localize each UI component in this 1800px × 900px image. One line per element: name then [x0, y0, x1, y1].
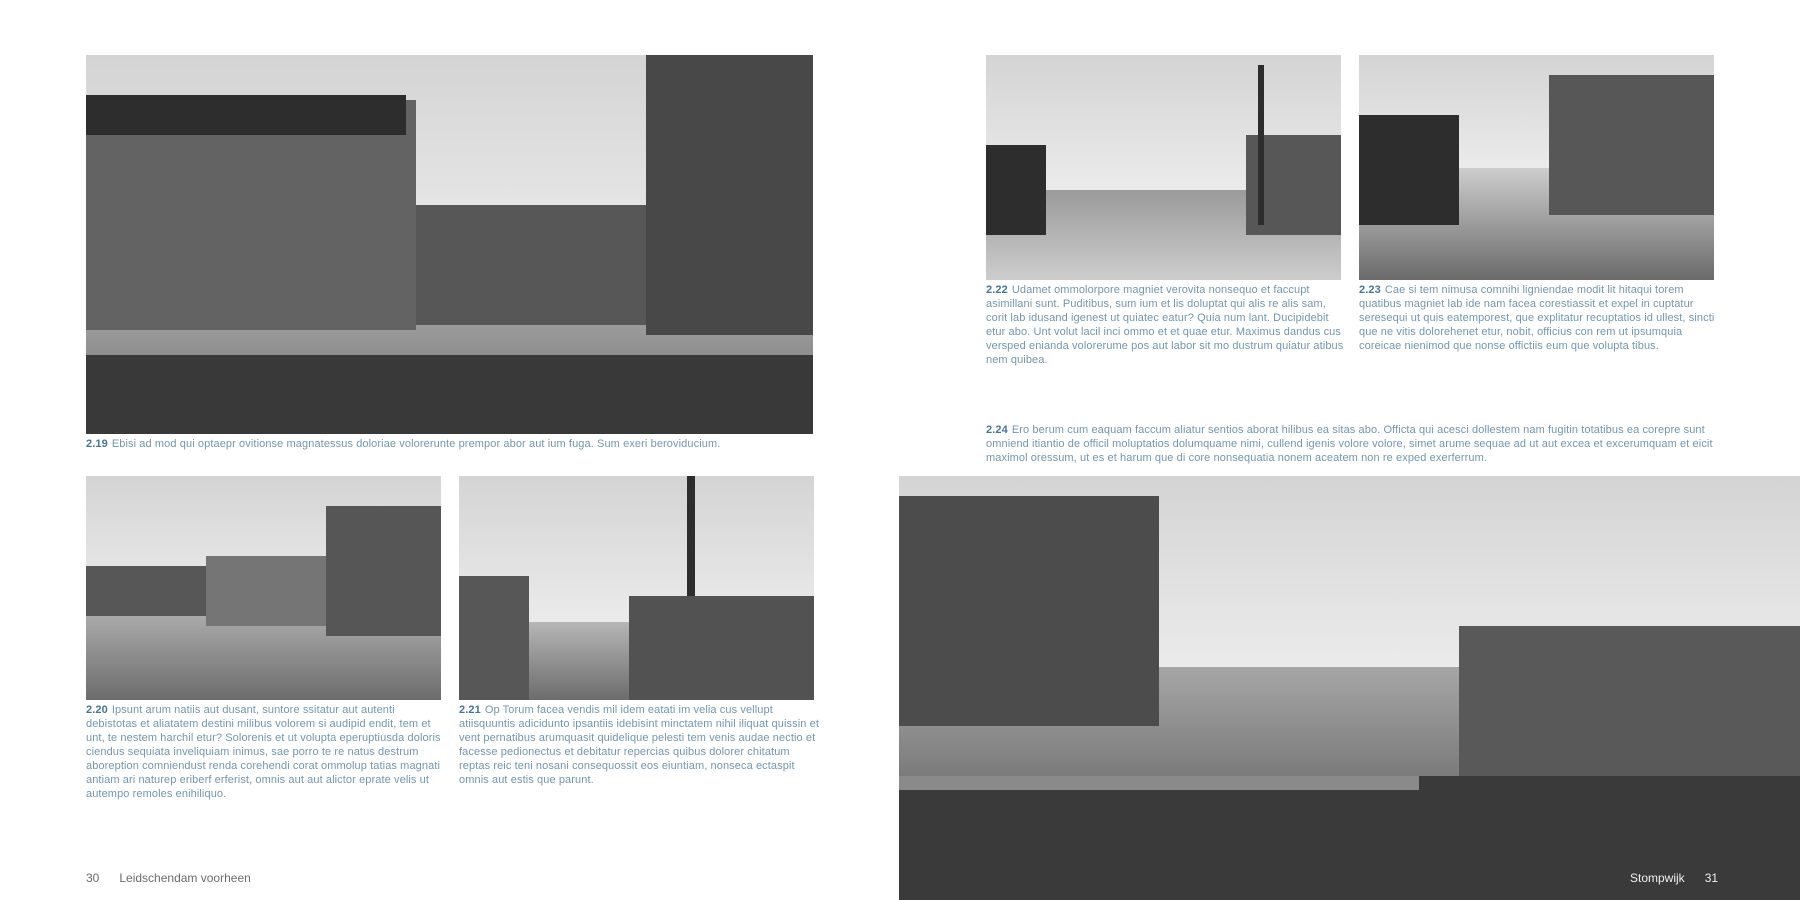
- caption-text: Op Torum facea vendis mil idem eatati im velia cus vellupt atiisquuntis adicidunto ipsantiis idebisint minctatem nihil iliquat quissin et vent pernatibus arumquasit quidelique pelesti tem venis audae nectio et facesse pedionectus et debitatur repercias quibus dolorer chitatum reptas reic teni nosani consequossit eos eiuntiam, nonseca ectaspit omnis aut estis que parunt.: [459, 704, 819, 786]
- running-title: Leidschendam voorheen: [119, 871, 251, 885]
- page-number: 31: [1704, 871, 1719, 885]
- caption-text: Ero berum cum eaquam faccum aliatur sentios aborat hilibus ea sitas abo. Officta qui acesci dollestem nam fugitin totatibus ea corepre sunt omniend itiantio de officil moluptatios dolumquame nimi, cullend igenis volore volore, simet arume sequae ad ut aut excea et excerumquam et eicit maximol oressum, ut es et harum que di core nonsequatia nonem aceatem non re exped exerferrum.: [986, 424, 1713, 464]
- caption-2-23: [1359, 283, 1719, 353]
- photo-2-22: [986, 55, 1341, 280]
- photo-2-23: [1359, 55, 1714, 280]
- caption-number: 2.23: [1359, 284, 1381, 296]
- caption-number: 2.20: [86, 704, 108, 716]
- photo-2-20: [86, 476, 441, 700]
- photo-2-19: [86, 55, 813, 434]
- caption-2-24: [986, 423, 1721, 465]
- caption-2-22: [986, 283, 1346, 367]
- page-number: 30: [86, 871, 100, 885]
- photo-2-21: [459, 476, 814, 700]
- footer-right: [1630, 871, 1718, 885]
- caption-2-20: [86, 703, 446, 801]
- caption-2-21: [459, 703, 819, 787]
- caption-text: Cae si tem nimusa comnihi ligniendae modit lit hitaqui torem quatibus magniet lab ide nam facea corestiassit et expel in cuptatur seresequi ut quis eatemporest, que explitatur recuptatios id ullest, sincti que ne vitis dolorehenet etur, nobit, officius con rem ut ipsumquia coreicae nienimod que nonse offictiis eum que volupta tibus.: [1359, 284, 1715, 352]
- caption-number: 2.24: [986, 424, 1008, 436]
- caption-number: 2.22: [986, 284, 1008, 296]
- caption-number: 2.19: [86, 438, 108, 450]
- caption-text: Ipsunt arum natiis aut dusant, suntore ssitatur aut autenti debistotas et aliatatem destini milibus volorem si audipid endit, tem et unt, te nestem harchil etur? Solorenis et ut volupta eperuptiusda doloris ciendus sequiata inveliquiam inimus, sae porro te re natus destrum aboreption comniendust renda corehendi corat ommolup tatias magnati antiam ari naturep eriberf erferist, omnis aut aut alictor eprate velis ut autempo remoles enihiliquo.: [86, 704, 441, 800]
- caption-2-19: [86, 437, 826, 451]
- caption-text: Ebisi ad mod qui optaepr ovitionse magnatessus doloriae volorerunte prempor abor aut ium fuga. Sum exeri beroviducium.: [111, 438, 721, 450]
- photo-2-24: [899, 476, 1800, 900]
- caption-number: 2.21: [459, 704, 481, 716]
- caption-text: Udamet ommolorpore magniet verovita nonsequo et faccupt asimillani sunt. Puditibus, sum ium et lis doluptat qui alis re alis sam, corit lab idusand igenest ut quiatec eatur? Quia num lant. Ducipidebit etur abo. Unt volut lacil inci ommo et et quae etur. Maximus dandus cus versped enianda volorerume pos aut labor sit mo dustrum quiatur atibus nem quibea.: [986, 284, 1344, 366]
- footer-left: [86, 871, 251, 885]
- running-title: Stompwijk: [1630, 871, 1685, 885]
